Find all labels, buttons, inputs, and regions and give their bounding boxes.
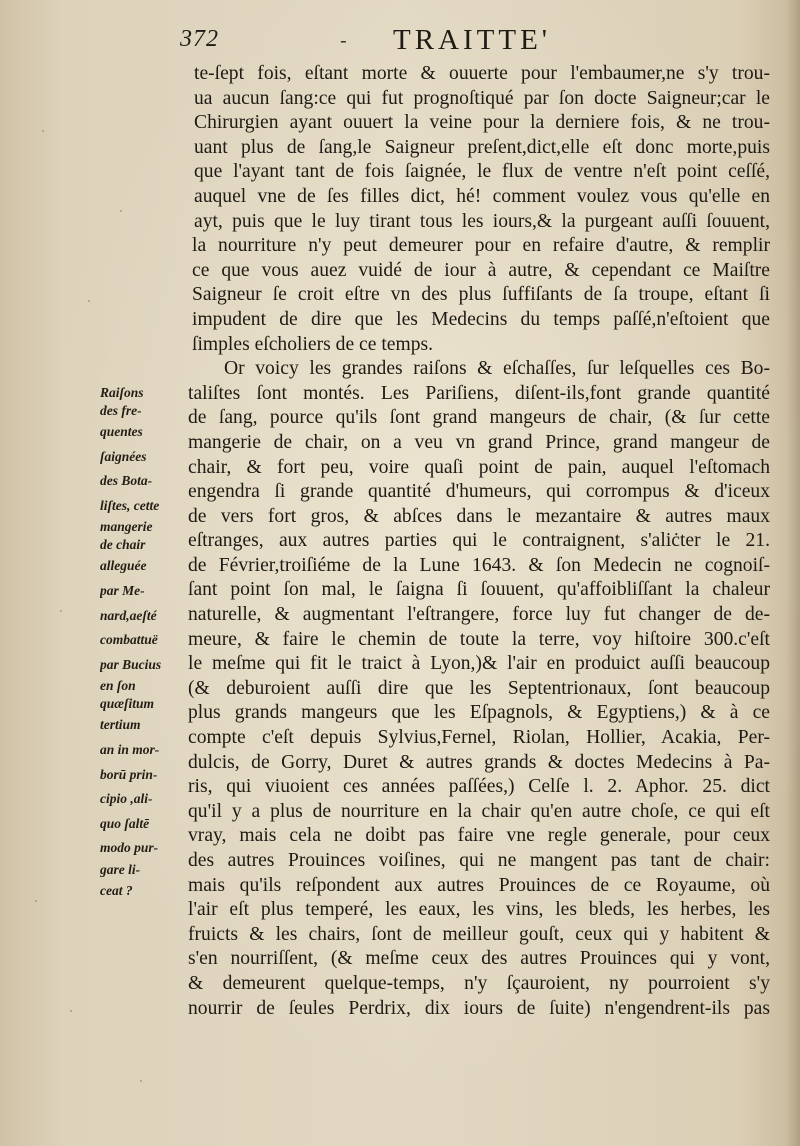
margin-note-line: gare li- [100,861,141,877]
text-line: fruicts & les chairs, ſont de meilleur gouſt, ceux qui y habitent & [188,923,770,945]
margin-note-line: alleguée [100,558,147,574]
margin-note-line: Raiſons [100,385,144,400]
text-line: l'air eſt plus temperé, les eaux, les vins, les bleds, les herbes, les [188,899,770,921]
text-line: le meſme qui fit le traict à Lyon,)& l'air en produict auſſi beaucoup [188,653,770,675]
text-line: meure, & faire le chemin de toute la terre, voy hiſtoire 300.c'eſt [188,628,770,650]
text-line: nourrir de ſeules Perdrix, dix iours de ſuite) n'engendrent-ils pas [188,997,770,1019]
margin-note-line: combattuë [100,632,158,648]
margin-note-line: modo pur- [100,840,159,856]
text-line: la nourriture n'y peut demeurer pour en refaire d'autre, & remplir [192,235,770,257]
text-line: ua aucun ſang:ce qui fut prognoſtiqué par ſon docte Saigneur;car le [194,87,770,109]
margin-note-line: an in mor- [100,741,160,757]
text-line: vray, mais cela ne doibt pas faire vne regle generale, pour ceux [188,825,770,847]
margin-note-line: quæſitum [100,696,155,712]
text-line: s'en nourriſſent, (& meſme ceux des autres Prouinces qui y vont, [188,948,770,970]
page-number: 372 [180,26,219,52]
text-line: de Février,troiſiéme de la Lune 1643. & ſon Medecin ne cognoiſ- [188,554,770,576]
margin-note-line: quo ſaltē [100,815,150,831]
text-line: auquel vne de ſes filles dict, hé! comment voulez vous qu'elle en [194,185,770,207]
text-line: taliſtes ſont montés. Les Pariſiens, diſent-ils,font grande quantité [188,382,770,404]
text-line: compte c'eſt depuis Sylvius,Fernel, Riolan, Hollier, Acakia, Per- [188,727,770,749]
text-line: Saigneur ſe croit eſtre vn des plus ſuffiſants de ſa troupe, eſtant ſi [192,284,770,306]
text-line: chair, & fort peu, voire quaſi point de pain, auquel l'eſtomach [188,456,770,478]
text-line: mangerie de chair, on a veu vn grand Prince, grand mangeur de [188,431,770,453]
text-line: naturelle, & augmentant l'eſtrangere, force luy fut changer de de- [188,604,770,626]
text-line: de ſang, pource qu'ils ſont grand mangeurs de chair, (& ſur cette [188,407,770,429]
text-line: (& deburoient auſſi dire que les Septentrionaux, ſont beaucoup [188,677,770,699]
text-line: dulcis, de Gorry, Duret & autres grands & doctes Medecins à Pa- [188,751,770,773]
text-line: te-ſept fois, eſtant morte & ouuerte pour l'embaumer,ne s'y trou- [194,63,770,84]
margin-note-line: ceat ? [100,882,133,898]
page-header [180,24,760,64]
text-line: de vers fort gros, & abſces dans le mezantaire & autres maux [188,505,770,527]
margin-note-line: des fre- [100,403,142,418]
marginal-note [100,378,186,904]
text-line: Chirurgien ayant ouuert la veine pour la derniere fois, & ne trou- [194,112,770,134]
margin-note-line: nard,aeſté [100,607,157,623]
margin-note-line: cipio ,ali- [100,791,153,807]
text-line: mais qu'ils reſpondent aux autres Prouinces de ce Royaume, où [188,874,770,896]
margin-note-line: par Me- [100,582,145,598]
text-line: eſtranges, aux autres parties qui le contraignent, s'aliċter le 21. [188,530,770,552]
margin-note-line: liſtes, cette [100,497,160,513]
margin-note-line: mangerie [100,519,153,535]
margin-note-line: borū prin- [100,766,158,782]
main-text-block [188,62,770,1021]
margin-note-line: quentes [100,424,143,439]
margin-note-line: de chair [100,537,146,553]
margin-note-line: des Bota- [100,473,153,489]
margin-note-line: ſaignées [100,448,147,464]
margin-note-line: par Bucius [100,656,162,672]
text-line: plus grands mangeurs que les Eſpagnols, & Egyptiens,) & à ce [188,702,770,724]
margin-note-line: tertium [100,717,141,733]
running-head: TRAITTE' [393,24,552,56]
margin-note-line: en ſon [100,678,136,694]
text-line: uant plus de ſang,le Saigneur preſent,dict,elle eſt donc morte,puis [194,136,770,158]
text-line: ris, qui viuoient ces années paſſées,) Celſe l. 2. Aphor. 25. dict [188,776,770,798]
text-line: ayt, puis que le luy tirant tous les iours,& la purgeant auſſi ſouuent, [194,210,770,232]
text-line: ſant point ſon mal, le ſaigna ſi ſouuent, qu'affoibliſſant la chaleur [188,579,770,601]
paragraph-start-line: Or voicy les grandes raiſons & eſchaſſes, ſur leſquelles ces Bo- [224,358,770,380]
text-line: que l'ayant tant de fois ſaignée, le flux de ventre n'eſt point ceſſé, [194,161,770,183]
text-line: engendra ſi grande quantité d'humeurs, qui corrompus & d'iceux [188,481,770,503]
text-line: & demeurent quelque-temps, n'y ſçauroient, ny pourroient s'y [188,972,770,994]
text-line: ſimples eſcholiers de ce temps. [192,333,434,355]
text-line: ce que vous auez vuidé de iour à autre, & cependant ce Maiſtre [192,259,770,281]
text-line: impudent de dire que les Medecins du temps paſſé,n'eſtoient que [192,308,770,330]
text-line: des autres Prouinces voiſines, qui ne mangent pas tant de chair: [188,850,770,871]
header-ornament: ‑ [340,28,347,52]
text-line: qu'il y a plus de nourriture en la chair qu'en autre choſe, ce qui eſt [188,800,770,822]
